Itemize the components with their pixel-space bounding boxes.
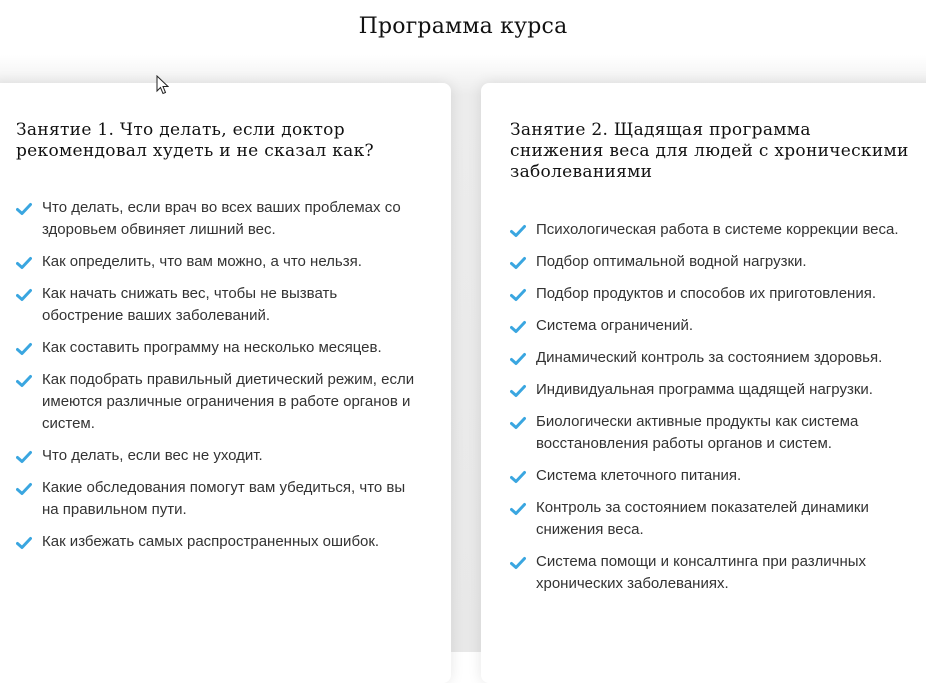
lesson-card-1: [0, 83, 451, 683]
check-icon: [16, 481, 32, 495]
list-item: Что делать, если вес не уходит.: [16, 445, 416, 467]
check-icon: [16, 535, 32, 549]
list-item: Система клеточного питания.: [510, 465, 920, 487]
lesson-card-2: [481, 83, 926, 683]
check-icon: [510, 555, 526, 569]
check-icon: [510, 469, 526, 483]
list-item: Как определить, что вам можно, а что нельзя.: [16, 251, 416, 273]
list-item: Как составить программу на несколько месяцев.: [16, 337, 416, 359]
page-title: Программа курса: [358, 14, 568, 39]
list-item: Динамический контроль за состоянием здоровья.: [510, 347, 920, 369]
check-icon: [510, 415, 526, 429]
list-item: Индивидуальная программа щадящей нагрузки.: [510, 379, 920, 401]
list-item: Как избежать самых распространенных ошибок.: [16, 531, 416, 553]
lesson-2-topics: [510, 219, 920, 605]
check-icon: [510, 351, 526, 365]
check-icon: [510, 223, 526, 237]
check-icon: [16, 287, 32, 301]
list-item: Как подобрать правильный диетический режим, если имеются различные ограничения в работе органов и систем.: [16, 369, 416, 435]
check-icon: [510, 255, 526, 269]
check-icon: [510, 319, 526, 333]
list-item: Контроль за состоянием показателей динамики снижения веса.: [510, 497, 920, 541]
list-item: Подбор оптимальной водной нагрузки.: [510, 251, 920, 273]
check-icon: [16, 255, 32, 269]
mouse-cursor-icon: [156, 75, 169, 95]
check-icon: [510, 501, 526, 515]
list-item: Система помощи и консалтинга при различных хронических заболеваниях.: [510, 551, 920, 595]
list-item: Система ограничений.: [510, 315, 920, 337]
list-item: Как начать снижать вес, чтобы не вызвать обострение ваших заболеваний.: [16, 283, 416, 327]
list-item: Что делать, если врач во всех ваших проблемах со здоровьем обвиняет лишний вес.: [16, 197, 416, 241]
lesson-2-title: Занятие 2. Щадящая программа снижения веса для людей с хроническими заболеваниями: [510, 120, 909, 182]
list-item: Биологически активные продукты как система восстановления работы органов и систем.: [510, 411, 920, 455]
list-item: Психологическая работа в системе коррекции веса.: [510, 219, 920, 241]
list-item: Какие обследования помогут вам убедиться, что вы на правильном пути.: [16, 477, 416, 521]
check-icon: [16, 341, 32, 355]
check-icon: [16, 449, 32, 463]
check-icon: [16, 201, 32, 215]
lesson-1-topics: [16, 197, 416, 563]
check-icon: [510, 287, 526, 301]
check-icon: [510, 383, 526, 397]
check-icon: [16, 373, 32, 387]
list-item: Подбор продуктов и способов их приготовления.: [510, 283, 920, 305]
lesson-1-title: Занятие 1. Что делать, если доктор рекомендовал худеть и не сказал как?: [16, 120, 374, 161]
